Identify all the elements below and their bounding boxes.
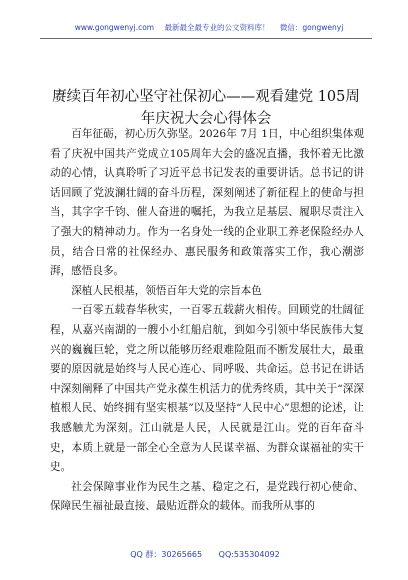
- header-site-link[interactable]: www.gongwenyj.com: [74, 23, 155, 32]
- document-title: 赓续百年初心坚守社保初心——观看建党 105周年庆祝大会心得体会: [52, 88, 360, 127]
- body-paragraph: 百年征砺，初心历久弥坚。2026年 7月 1日，中心组织集体观看了庆祝中国共产党成立105周年大会的盛况直播，我怀着无比激动的心情，认真聆听了习近平总书记发表的重要讲话。总书记的讲话回顾了党波澜壮阔的奋斗历程，深刻阐述了新征程上的使命与担当，其字字千钧、催人奋进的嘱托，为我立足基层、履职尽责注入了强大的精神动力。作为一名身处一线的企业职工养老保险经办人员，结合日常的社保经办、惠民服务和政策落实工作，我心潮澎湃，感悟良多。: [50, 128, 364, 278]
- body-paragraph: 一百零五载春华秋实，一百零五载薪火相传。回顾党的壮阔征程，从嘉兴南湖的一艘小小红船启航，到如今引领中华民族伟大复兴的巍巍巨轮，党之所以能够历经艰难险阻而不断发展壮大，最重要的原因就是始终与人民心连心、同呼吸、共命运。总书记在讲话中深刻阐释了中国共产党永葆生机活力的优秀终质，其中关于“深深植根人民、始终拥有坚实根基”以及坚持“人民中心”思想的论述，让我感触尤为深刻。江山就是人民，人民就是江山。党的百年奋斗史，本质上就是一部全心全意为人民谋幸福、为群众谋福祉的实干史。: [50, 304, 364, 474]
- document-body: [50, 125, 364, 517]
- page-footer: [40, 549, 370, 560]
- body-paragraph: 社会保障事业作为民生之基、稳定之石，是党践行初心使命、保障民生福祉最直接、最贴近群众的载体。而我所从事的: [50, 480, 364, 513]
- header-slogan: 最新最全最专业的公文资料库！: [164, 23, 270, 32]
- page-header: [44, 22, 374, 33]
- footer-qq: QQ:535304092: [218, 550, 280, 559]
- header-wechat: 微信：gongwenyj: [279, 23, 344, 32]
- section-heading: 深植人民根基，领悟百年大党的宗旨本色: [71, 284, 262, 297]
- header-divider: [40, 38, 372, 39]
- footer-qq-group: QQ 群：30265665: [130, 550, 203, 559]
